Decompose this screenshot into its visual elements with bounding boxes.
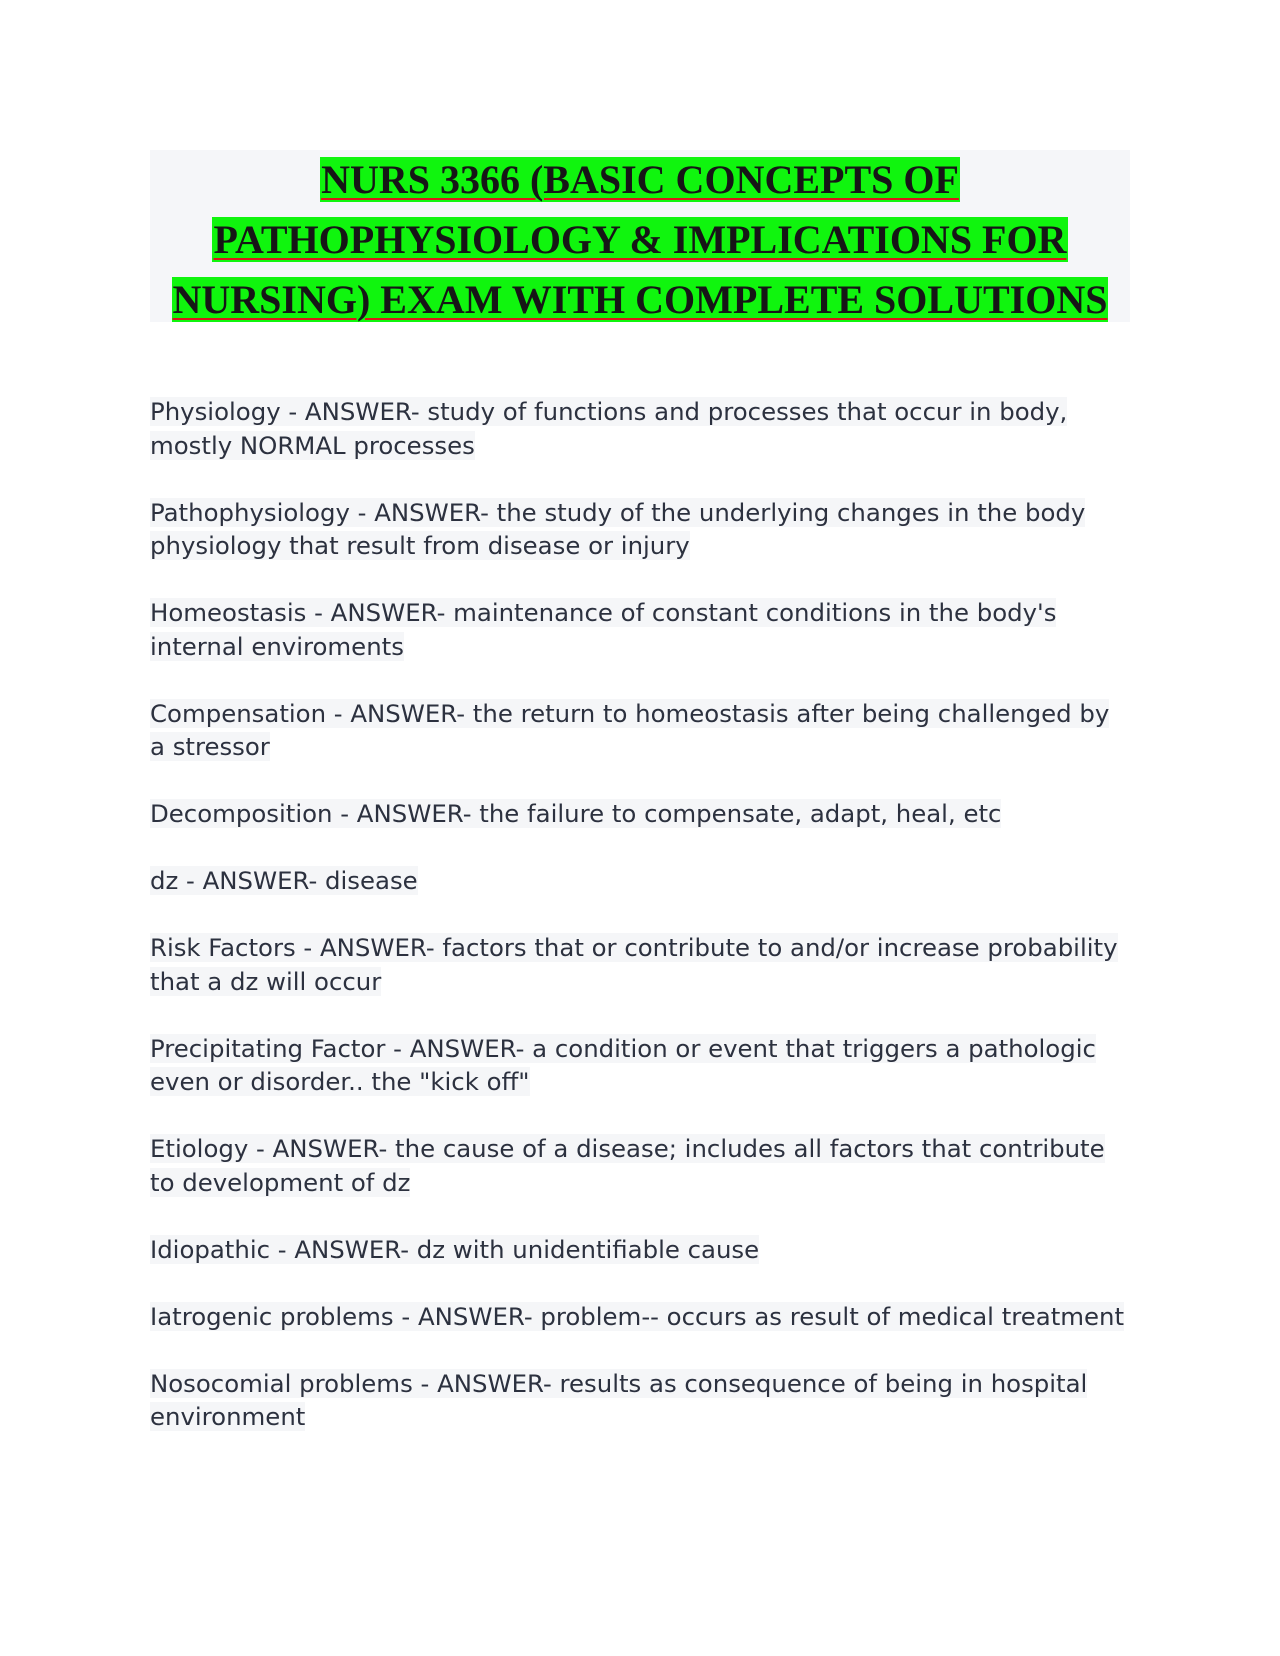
entry-physiology: Physiology - ANSWER- study of functions and processes that occur in body, mostly NORMAL processes xyxy=(150,397,1068,460)
entry-risk-factors: Risk Factors - ANSWER- factors that or contribute to and/or increase probability that a dz will occur xyxy=(150,933,1118,996)
title-line: PATHOPHYSIOLOGY & IMPLICATIONS FOR xyxy=(213,217,1067,262)
entry-iatrogenic: Iatrogenic problems - ANSWER- problem-- occurs as result of medical treatment xyxy=(150,1301,1125,1331)
entry-compensation: Compensation - ANSWER- the return to homeostasis after being challenged by a stressor xyxy=(150,698,1110,761)
entry-homeostasis: Homeostasis - ANSWER- maintenance of constant conditions in the body's internal enviroments xyxy=(150,598,1057,661)
entry-decomposition: Decomposition - ANSWER- the failure to compensate, adapt, heal, etc xyxy=(150,799,1002,828)
title-line: NURSING) EXAM WITH COMPLETE SOLUTIONS xyxy=(172,277,1108,322)
entry-nosocomial: Nosocomial problems - ANSWER- results as consequence of being in hospital environment xyxy=(150,1368,1088,1431)
entry-dz: dz - ANSWER- disease xyxy=(150,866,418,895)
entry-idiopathic: Idiopathic - ANSWER- dz with unidentifiable cause xyxy=(150,1234,760,1264)
entry-list xyxy=(150,395,1130,1467)
entry-etiology: Etiology - ANSWER- the cause of a disease; includes all factors that contribute to development of dz xyxy=(150,1134,1105,1197)
entry-pathophysiology: Pathophysiology - ANSWER- the study of the underlying changes in the body physiology that result from disease or injury xyxy=(150,497,1086,560)
title-line: NURS 3366 (BASIC CONCEPTS OF xyxy=(321,157,959,202)
document-page xyxy=(150,150,1130,1431)
entry-precipitating-factor: Precipitating Factor - ANSWER- a condition or event that triggers a pathologic even or disorder.. the "kick off" xyxy=(150,1033,1096,1096)
document-title xyxy=(150,150,1130,322)
